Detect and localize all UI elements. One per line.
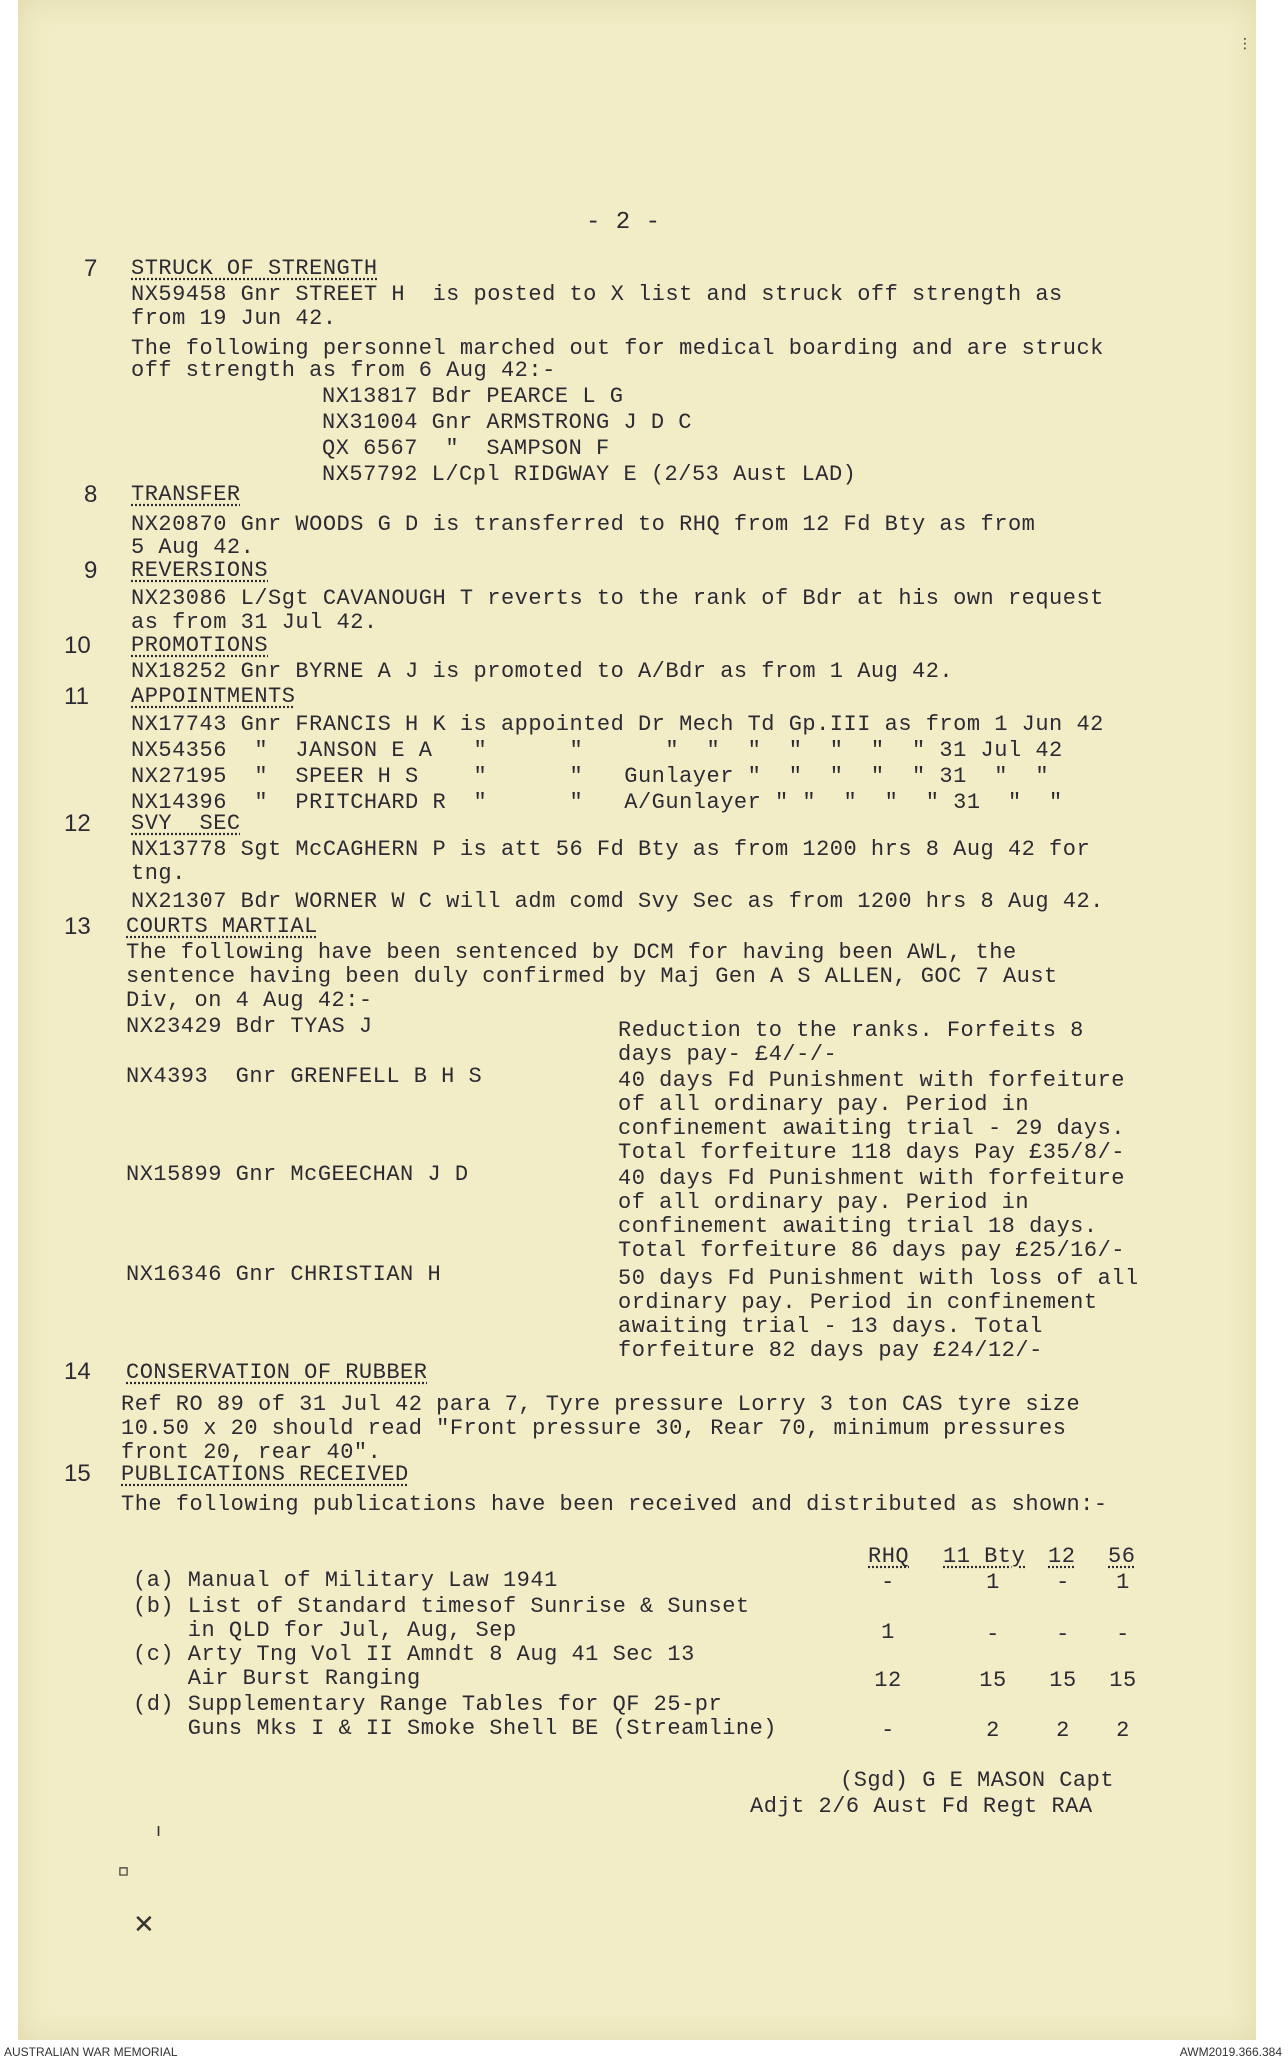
- publication-line: (b) List of Standard timesof Sunrise & Sunset: [133, 1594, 750, 1619]
- text-line: NX27195 " SPEER H S " " Gunlayer " " " " " 31 " ": [131, 764, 1050, 789]
- text-line: NX59458 Gnr STREET H is posted to X list and struck off strength as: [131, 282, 1063, 307]
- para-number-11: 11: [64, 683, 89, 710]
- dist-value: -: [881, 1570, 895, 1595]
- sentence-line: forfeiture 82 days pay £24/12/-: [618, 1338, 1043, 1363]
- heading-svy-sec: SVY SEC: [131, 811, 241, 836]
- heading-conservation-of-rubber: CONSERVATION OF RUBBER: [126, 1360, 428, 1385]
- footer-source: AUSTRALIAN WAR MEMORIAL: [4, 2045, 178, 2059]
- case-name: NX4393 Gnr GRENFELL B H S: [126, 1064, 483, 1089]
- person-line: NX13817 Bdr PEARCE L G: [322, 384, 624, 409]
- pencil-cross-icon: ✕: [133, 1910, 155, 1940]
- text-line: The following have been sentenced by DCM for having been AWL, the: [126, 940, 1017, 965]
- case-name: NX23429 Bdr TYAS J: [126, 1014, 373, 1039]
- publication-line: (a) Manual of Military Law 1941: [133, 1568, 558, 1593]
- text-line: NX17743 Gnr FRANCIS H K is appointed Dr Mech Td Gp.III as from 1 Jun 42: [131, 712, 1104, 737]
- publication-line: (c) Arty Tng Vol II Amndt 8 Aug 41 Sec 13: [133, 1642, 695, 1667]
- publication-line: (d) Supplementary Range Tables for QF 25-pr: [133, 1692, 723, 1717]
- dist-value: 15: [1109, 1668, 1137, 1693]
- dist-value: 1: [1116, 1570, 1130, 1595]
- page-number: - 2 -: [586, 209, 661, 236]
- sentence-line: of all ordinary pay. Period in: [618, 1092, 1030, 1117]
- pencil-mark-icon: ı: [156, 1820, 162, 1841]
- para-number-7: 7: [84, 255, 98, 282]
- edge-mark-icon: ⋮: [1238, 36, 1252, 52]
- text-line: NX13778 Sgt McCAGHERN P is att 56 Fd Bty as from 1200 hrs 8 Aug 42 for: [131, 837, 1091, 862]
- signature-line: (Sgd) G E MASON Capt: [840, 1768, 1115, 1793]
- sentence-line: Total forfeiture 86 days pay £25/16/-: [618, 1238, 1125, 1263]
- text-line: Div, on 4 Aug 42:-: [126, 988, 373, 1013]
- column-header: 11 Bty: [943, 1544, 1026, 1569]
- publication-line: Guns Mks I & II Smoke Shell BE (Streamline): [133, 1716, 778, 1741]
- text-line: NX14396 " PRITCHARD R " " A/Gunlayer " " " " " 31 " ": [131, 790, 1063, 815]
- sentence-line: days pay- £4/-/-: [618, 1042, 838, 1067]
- publication-line: Air Burst Ranging: [133, 1666, 421, 1691]
- heading-courts-martial: COURTS MARTIAL: [126, 914, 318, 939]
- dist-value: -: [881, 1718, 895, 1743]
- text-line: NX18252 Gnr BYRNE A J is promoted to A/Bdr as from 1 Aug 42.: [131, 659, 954, 684]
- column-header: 56: [1108, 1544, 1136, 1569]
- sentence-line: 50 days Fd Punishment with loss of all: [618, 1266, 1139, 1291]
- text-line: from 19 Jun 42.: [131, 306, 337, 331]
- heading-reversions: REVERSIONS: [131, 558, 269, 583]
- text-line: The following publications have been received and distributed as shown:-: [121, 1492, 1108, 1517]
- signature-title: Adjt 2/6 Aust Fd Regt RAA: [750, 1794, 1093, 1819]
- text-line: sentence having been duly confirmed by Maj Gen A S ALLEN, GOC 7 Aust: [126, 964, 1058, 989]
- dist-value: -: [1056, 1570, 1070, 1595]
- para-number-9: 9: [84, 557, 98, 584]
- para-number-14: 14: [64, 1358, 91, 1385]
- sentence-line: 40 days Fd Punishment with forfeiture: [618, 1166, 1125, 1191]
- dist-value: 2: [1056, 1718, 1070, 1743]
- person-line: NX57792 L/Cpl RIDGWAY E (2/53 Aust LAD): [322, 462, 857, 487]
- sentence-line: Reduction to the ranks. Forfeits 8: [618, 1018, 1084, 1043]
- text-line: front 20, rear 40".: [121, 1440, 382, 1465]
- text-line: NX21307 Bdr WORNER W C will adm comd Svy Sec as from 1200 hrs 8 Aug 42.: [131, 889, 1104, 914]
- pencil-mark-icon: ⸋: [118, 1864, 130, 1889]
- dist-value: 2: [1116, 1718, 1130, 1743]
- text-line: The following personnel marched out for medical boarding and are struck: [131, 336, 1104, 361]
- dist-value: 15: [1049, 1668, 1077, 1693]
- text-line: NX23086 L/Sgt CAVANOUGH T reverts to the rank of Bdr at his own request: [131, 586, 1104, 611]
- text-line: 5 Aug 42.: [131, 535, 255, 560]
- person-line: NX31004 Gnr ARMSTRONG J D C: [322, 410, 692, 435]
- heading-appointments: APPOINTMENTS: [131, 684, 296, 709]
- dist-value: -: [1056, 1622, 1070, 1647]
- sentence-line: ordinary pay. Period in confinement: [618, 1290, 1098, 1315]
- sentence-line: confinement awaiting trial - 29 days.: [618, 1116, 1125, 1141]
- case-name: NX16346 Gnr CHRISTIAN H: [126, 1262, 442, 1287]
- heading-publications-received: PUBLICATIONS RECEIVED: [121, 1462, 409, 1487]
- sentence-line: 40 days Fd Punishment with forfeiture: [618, 1068, 1125, 1093]
- heading-struck-off-strength: STRUCK OF STRENGTH: [131, 256, 378, 281]
- text-line: tng.: [131, 861, 186, 886]
- person-line: QX 6567 " SAMPSON F: [322, 436, 610, 461]
- para-number-13: 13: [64, 913, 91, 940]
- dist-value: 1: [986, 1570, 1000, 1595]
- dist-value: 15: [979, 1668, 1007, 1693]
- publication-line: in QLD for Jul, Aug, Sep: [133, 1618, 517, 1643]
- para-number-8: 8: [84, 481, 98, 508]
- case-name: NX15899 Gnr McGEECHAN J D: [126, 1162, 469, 1187]
- text-line: Ref RO 89 of 31 Jul 42 para 7, Tyre pressure Lorry 3 ton CAS tyre size: [121, 1392, 1081, 1417]
- dist-value: 1: [881, 1620, 895, 1645]
- dist-value: -: [1116, 1622, 1130, 1647]
- document-page: [18, 0, 1256, 2040]
- sentence-line: awaiting trial - 13 days. Total: [618, 1314, 1043, 1339]
- sentence-line: Total forfeiture 118 days Pay £35/8/-: [618, 1140, 1125, 1165]
- heading-promotions: PROMOTIONS: [131, 633, 269, 658]
- footer-id: AWM2019.366.384: [1179, 2045, 1282, 2059]
- heading-transfer: TRANSFER: [131, 482, 241, 507]
- text-line: 10.50 x 20 should read "Front pressure 30, Rear 70, minimum pressures: [121, 1416, 1067, 1441]
- column-header: 12: [1048, 1544, 1076, 1569]
- column-header: RHQ: [868, 1544, 910, 1569]
- dist-value: 2: [986, 1718, 1000, 1743]
- dist-value: 12: [874, 1668, 902, 1693]
- dist-value: -: [986, 1622, 1000, 1647]
- text-line: NX20870 Gnr WOODS G D is transferred to RHQ from 12 Fd Bty as from: [131, 512, 1036, 537]
- text-line: as from 31 Jul 42.: [131, 610, 378, 635]
- para-number-15: 15: [64, 1460, 91, 1487]
- para-number-10: 10: [64, 632, 91, 659]
- sentence-line: confinement awaiting trial 18 days.: [618, 1214, 1098, 1239]
- text-line: NX54356 " JANSON E A " " " " " " " " " 31 Jul 42: [131, 738, 1063, 763]
- text-line: off strength as from 6 Aug 42:-: [131, 358, 556, 383]
- para-number-12: 12: [64, 810, 91, 837]
- sentence-line: of all ordinary pay. Period in: [618, 1190, 1030, 1215]
